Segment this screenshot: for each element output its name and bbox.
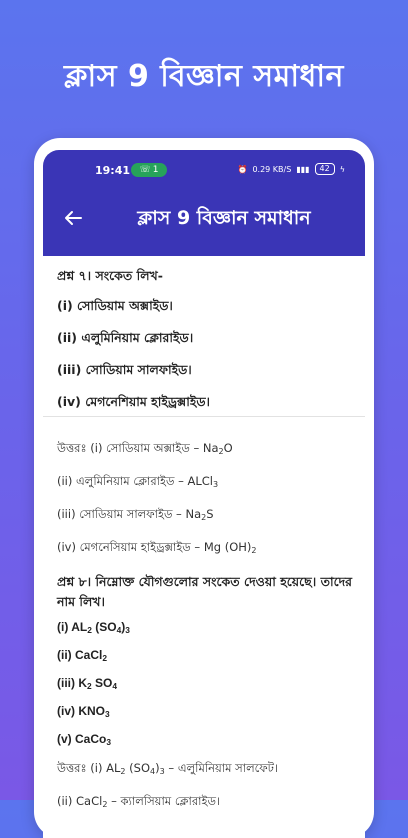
answer-7-line: (ii) এলুমিনিয়াম ক্লোরাইড – ALCl$_3$ bbox=[57, 474, 219, 489]
status-pill-count: 1 bbox=[152, 165, 159, 175]
question-8-item: (ii) CaCl$_2$ bbox=[57, 648, 108, 664]
toolbar-title: ক্লাস 9 বিজ্ঞান সমাধান bbox=[137, 207, 311, 229]
question-7-item: (iv) মেগনেশিয়াম হাইড্রক্সাইড। bbox=[57, 394, 210, 409]
status-pill bbox=[131, 163, 167, 177]
question-8-title: প্রশ্ন ৮। নিম্নোক্ত যৌগগুলোর সংকেত দেওয়া হয়েছে। তাদের নাম লিখ। bbox=[57, 574, 353, 609]
alarm-icon: ⏰ bbox=[237, 164, 248, 174]
charging-icon: ϟ bbox=[339, 164, 345, 174]
content-area[interactable] bbox=[43, 256, 365, 838]
question-7-item: (iii) সোডিয়াম সালফাইড। bbox=[57, 362, 192, 377]
question-7-item: (i) সোডিয়াম অক্সাইড। bbox=[57, 298, 173, 313]
status-time: 19:41 bbox=[95, 164, 131, 177]
status-right bbox=[237, 163, 345, 175]
phone-frame bbox=[34, 138, 374, 838]
app-bar bbox=[43, 150, 365, 256]
back-arrow-icon[interactable] bbox=[61, 206, 85, 230]
question-7-item: (ii) এলুমিনিয়াম ক্লোরাইড। bbox=[57, 330, 194, 345]
answer-7-line: (iii) সোডিয়াম সালফাইড – $Na_2S$ bbox=[57, 507, 214, 522]
answer-7-line: উত্তরঃ (i) সোডিয়াম অক্সাইড – $Na_2O$ bbox=[57, 441, 233, 456]
answer-block bbox=[57, 440, 355, 826]
toolbar bbox=[43, 198, 365, 238]
question-7 bbox=[43, 256, 365, 414]
answer-8-line: (ii) CaCl$_2$ – ক্যালসিয়াম ক্লোরাইড। bbox=[57, 794, 221, 810]
banner-title: ক্লাস 9 বিজ্ঞান সমাধান bbox=[64, 59, 344, 94]
question-8-item: (i) $AL_2$ $(SO_4)_3$ bbox=[57, 620, 130, 636]
net-speed: 0.29 KB/S bbox=[252, 164, 292, 174]
answer-7-line: (iv) মেগনেসিয়াম হাইড্রক্সাইড – Mg $(OH)_2$ bbox=[57, 540, 257, 555]
divider bbox=[43, 416, 365, 417]
answer-8-line: উত্তরঃ (i) $AL_2$ $(SO_4)_3$ – এলুমিনিয়াম সালফেট। bbox=[57, 761, 279, 777]
question-8-item: (v) CaCo$_3$ bbox=[57, 732, 112, 748]
question-8-item: (iii) $K_2$ $SO_4$ bbox=[57, 676, 118, 692]
battery-level: 42 bbox=[315, 163, 335, 175]
signal-icon: ▮▮▮ bbox=[296, 164, 310, 174]
question-7-title: প্রশ্ন ৭। সংকেত লিখ- bbox=[57, 268, 163, 283]
question-8-item: (iv) $KNO_3$ bbox=[57, 704, 110, 720]
status-bar bbox=[43, 160, 365, 180]
call-icon: ☏ bbox=[139, 165, 151, 175]
